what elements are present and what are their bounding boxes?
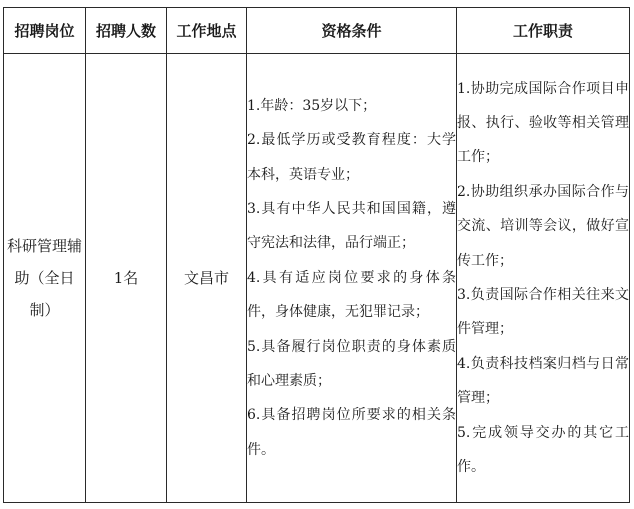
position-cell: 科研管理辅助（全日制）: [4, 54, 86, 503]
duty-item: 5.完成领导交办的其它工作。: [457, 424, 629, 476]
header-position: 招聘岗位: [4, 8, 86, 54]
header-qualifications: 资格条件: [247, 8, 457, 54]
duty-item: 1.协助完成国际合作项目申报、执行、验收等相关管理工作；: [457, 80, 629, 166]
location-cell: 文昌市: [167, 54, 247, 503]
count-cell: 1名: [86, 54, 167, 503]
table-row: [4, 54, 630, 503]
qualification-item: 4.具有适应岗位要求的身体条件，身体健康，无犯罪记录；: [247, 269, 456, 321]
header-duties: 工作职责: [457, 8, 630, 54]
duty-item: 3.负责国际合作相关往来文件管理；: [457, 287, 629, 338]
header-location: 工作地点: [167, 8, 247, 54]
duty-item: 4.负责科技档案归档与日常管理；: [457, 355, 629, 407]
duties-cell: [457, 54, 630, 503]
qualification-item: 3.具有中华人民共和国国籍，遵守宪法和法律，品行端正；: [247, 200, 456, 252]
qualification-item: 5.具备履行岗位职责的身体素质和心理素质；: [247, 338, 456, 390]
qualifications-cell: [247, 54, 457, 503]
qualification-item: 2.最低学历或受教育程度：大学本科，英语专业；: [247, 132, 456, 183]
qualification-item: 1.年龄：35岁以下；: [247, 97, 377, 114]
qualification-item: 6.具备招聘岗位所要求的相关条件。: [247, 407, 456, 458]
header-row: [4, 8, 630, 54]
duty-item: 2.协助组织承办国际合作与交流、培训等会议，做好宣传工作；: [457, 183, 629, 269]
recruitment-table: [3, 7, 630, 503]
header-count: 招聘人数: [86, 8, 167, 54]
